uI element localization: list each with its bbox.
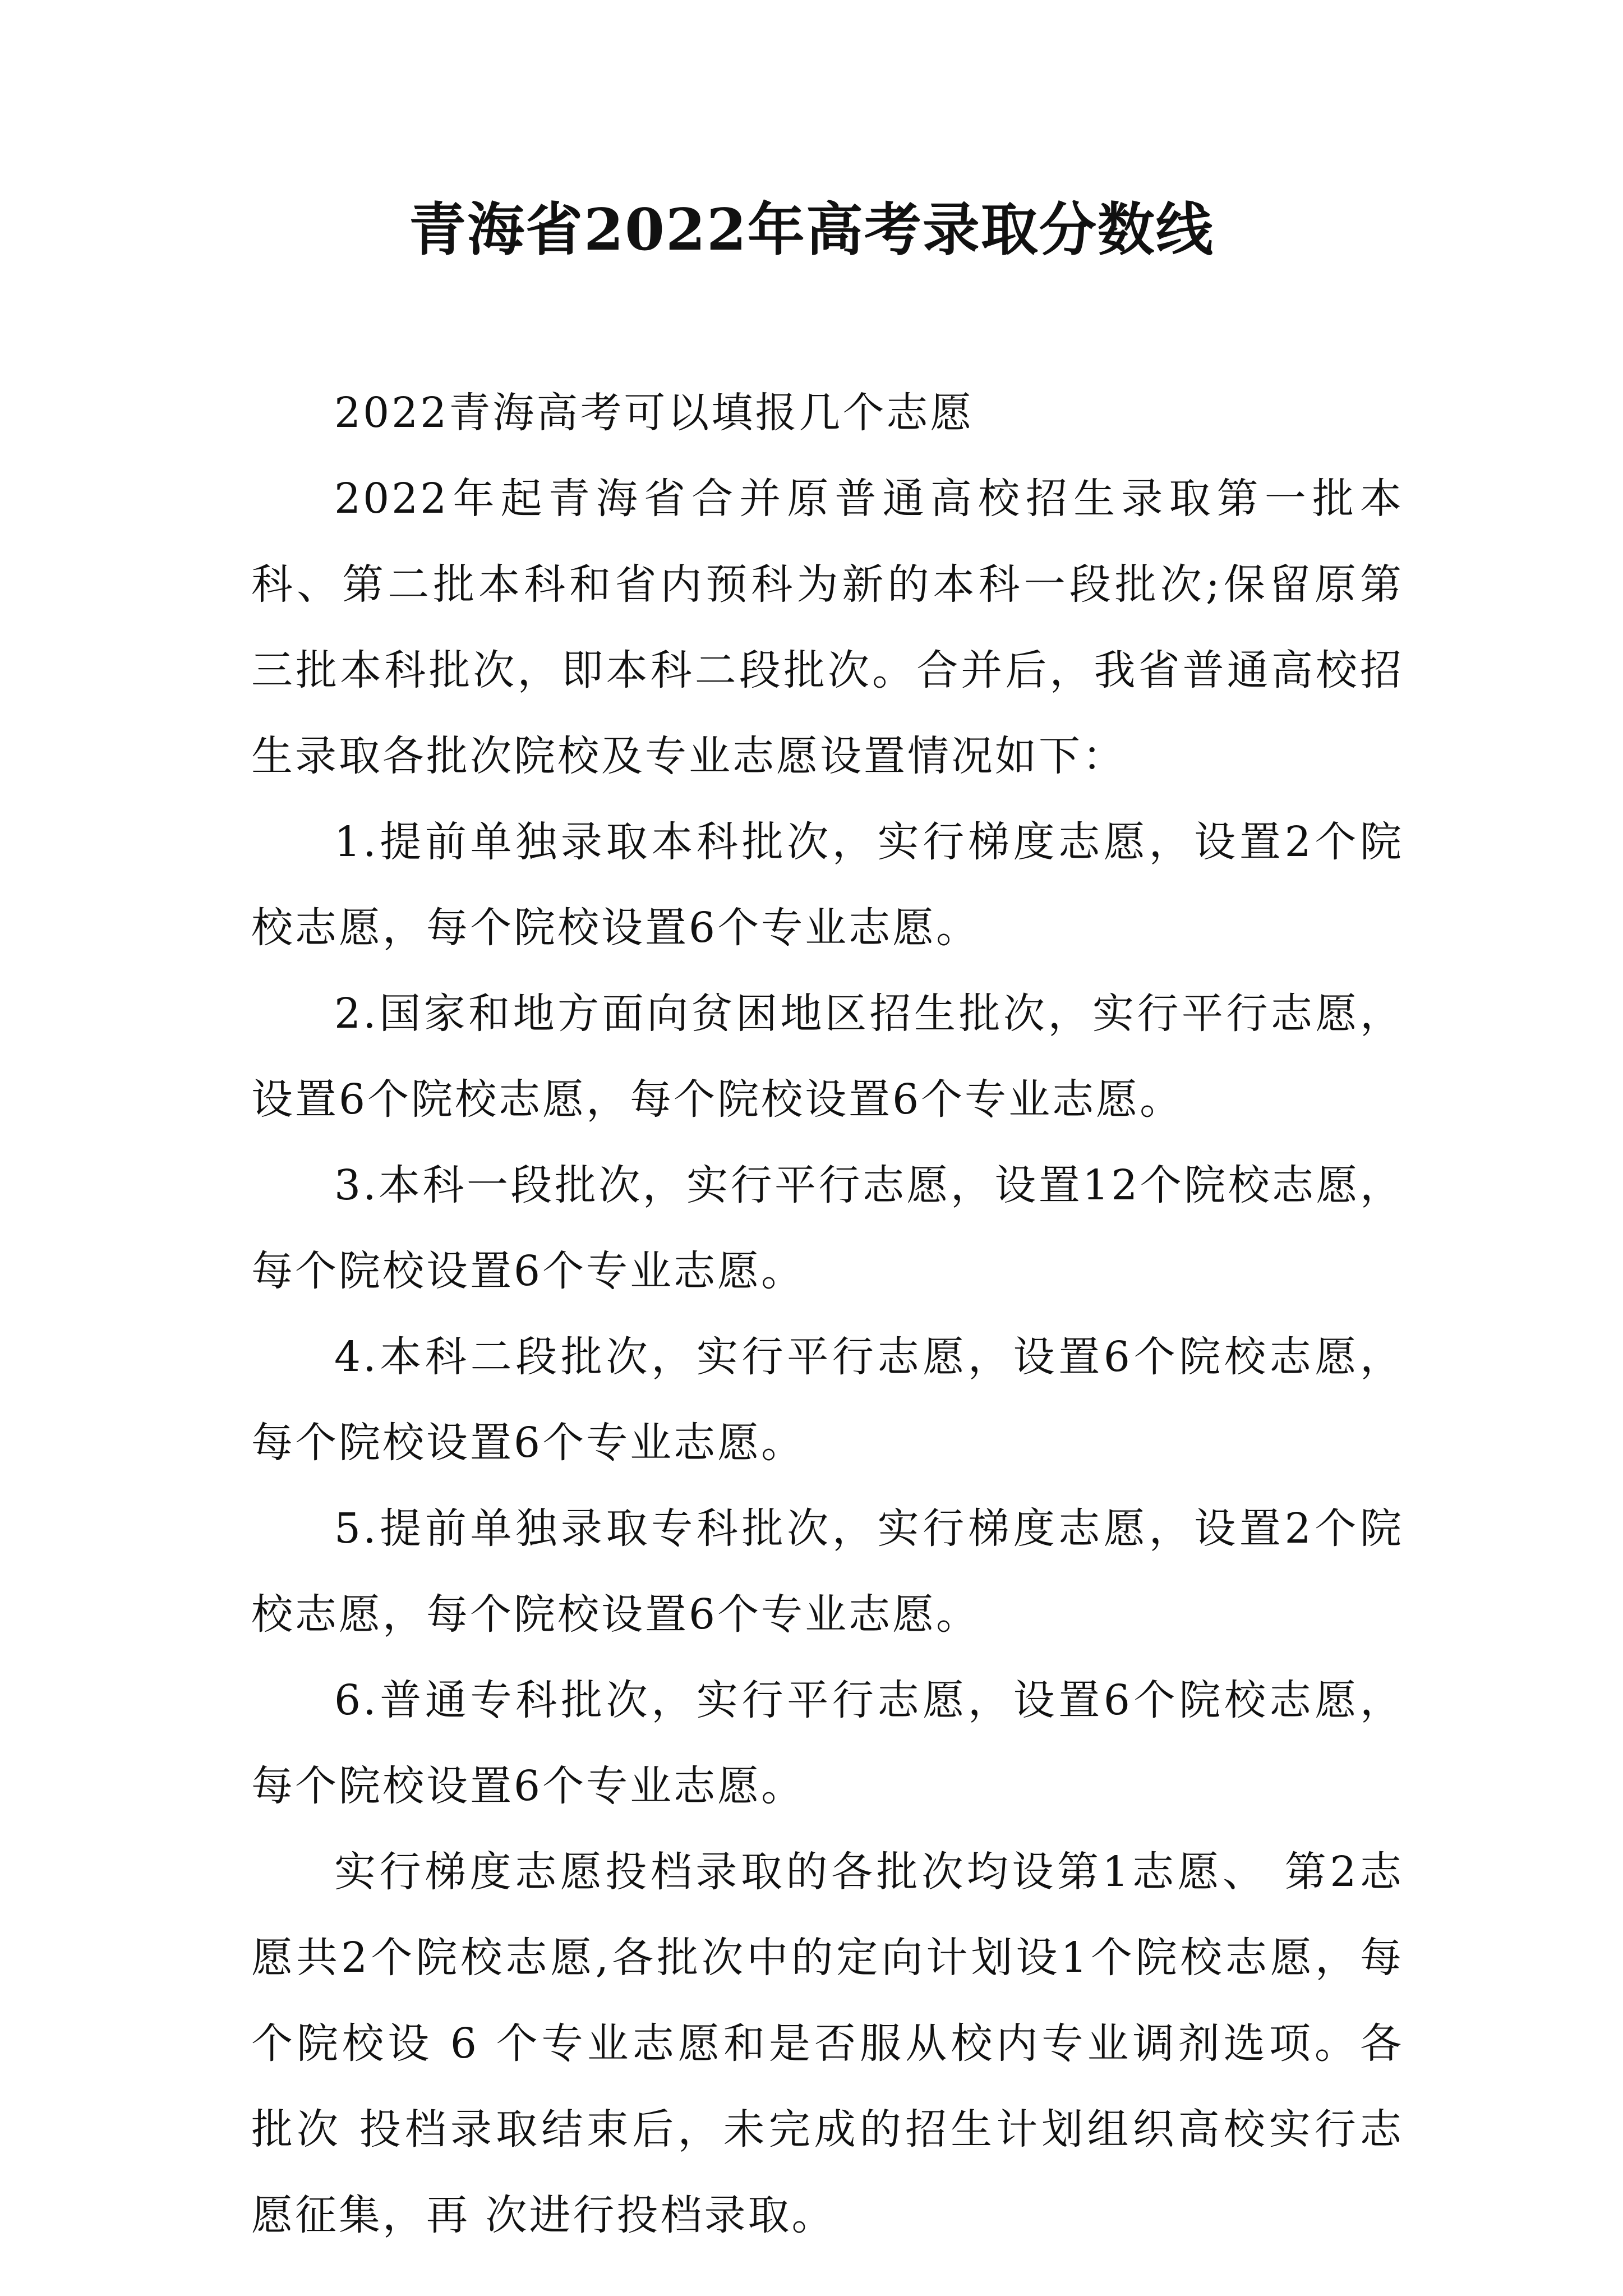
page-title: 青海省2022年高考录取分数线 bbox=[409, 196, 1214, 264]
paragraph-item-5: 5.提前单独录取专科批次，实行梯度志愿，设置2个院校志愿，每个院校设置6个专业志愿。 bbox=[251, 1504, 1404, 1639]
paragraph-item-4: 4.本科二段批次，实行平行志愿，设置6个院校志愿，每个院校设置6个专业志愿。 bbox=[251, 1333, 1404, 1467]
paragraph-item-1: 1.提前单独录取本科批次，实行梯度志愿，设置2个院校志愿，每个院校设置6个专业志愿。 bbox=[251, 818, 1404, 952]
paragraph-intro: 2022年起青海省合并原普通高校招生录取第一批本科、第二批本科和省内预科为新的本科一段批次;保留原第三批本科批次，即本科二段批次。合并后，我省普通高校招生录取各批次院校及专业志愿设置情况如下： bbox=[251, 475, 1404, 780]
document-body bbox=[251, 370, 1404, 2258]
paragraph-heading: 2022青海高考可以填报几个志愿 bbox=[334, 389, 974, 437]
paragraph-item-2: 2.国家和地方面向贫困地区招生批次，实行平行志愿，设置6个院校志愿，每个院校设置6个专业志愿。 bbox=[251, 990, 1404, 1124]
paragraph-item-3: 3.本科一段批次，实行平行志愿，设置12个院校志愿，每个院校设置6个专业志愿。 bbox=[251, 1161, 1404, 1295]
paragraph-closing: 实行梯度志愿投档录取的各批次均设第1志愿、 第2志愿共2个院校志愿,各批次中的定向计划设1个院校志愿，每个院校设 6 个专业志愿和是否服从校内专业调剂选项。各批次 投档录取结束后，未完成的招生计划组织高校实行志愿征集，再 次进行投档录取。 bbox=[251, 1848, 1404, 2239]
paragraph-item-6: 6.普通专科批次，实行平行志愿，设置6个院校志愿，每个院校设置6个专业志愿。 bbox=[251, 1676, 1404, 1810]
